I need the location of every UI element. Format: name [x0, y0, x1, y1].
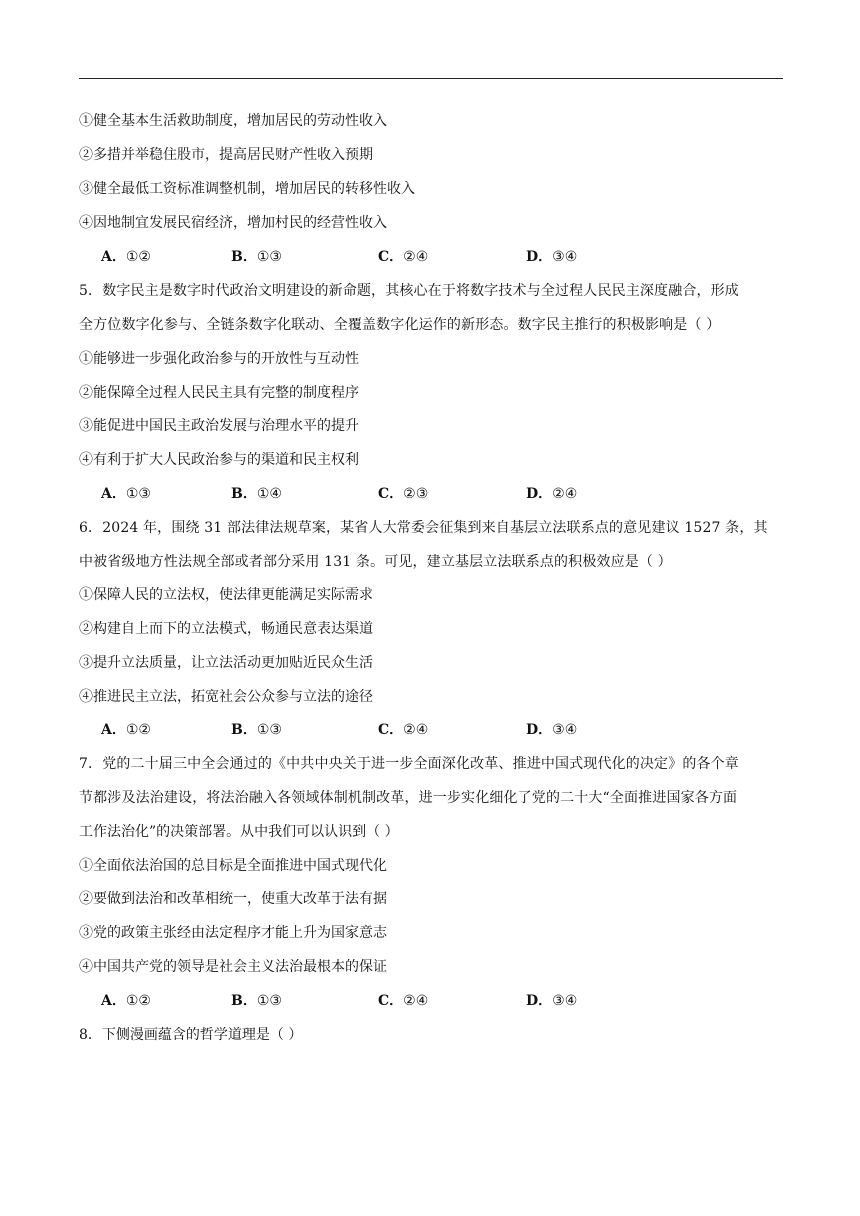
q5-item-4: ④有利于扩大人民政治参与的渠道和民主权利: [79, 452, 359, 468]
q5-option-c: C．②③: [378, 486, 429, 502]
q6-item-1: ①保障人民的立法权，使法律更能满足实际需求: [79, 587, 373, 603]
q7-item-1: ①全面依法治国的总目标是全面推进中国式现代化: [79, 858, 387, 874]
q8-stem: 8．下侧漫画蕴含的哲学道理是（ ）: [79, 1027, 303, 1043]
q6-option-b: B．①③: [231, 722, 282, 738]
q7-stem-line-1: 7．党的二十届三中全会通过的《中共中央关于进一步全面深化改革、推进中国式现代化的决定》的各个章: [79, 756, 739, 772]
q4-option-c: C．②④: [378, 249, 429, 265]
q5-option-b: B．①④: [231, 486, 282, 502]
q4-option-d: D．③④: [526, 249, 578, 265]
q5-item-2: ②能保障全过程人民民主具有完整的制度程序: [79, 385, 359, 401]
q7-item-3: ③党的政策主张经由法定程序才能上升为国家意志: [79, 925, 387, 941]
q6-option-c: C．②④: [378, 722, 429, 738]
q7-option-d: D．③④: [526, 993, 578, 1009]
q6-stem-line-1: 6．2024 年，围绕 31 部法律法规草案，某省人大常委会征集到来自基层立法联系点的意见建议 1527 条，其: [79, 520, 768, 536]
q6-option-d: D．③④: [526, 722, 578, 738]
q7-option-b: B．①③: [231, 993, 282, 1009]
q7-option-c: C．②④: [378, 993, 429, 1009]
q5-option-d: D．②④: [526, 486, 578, 502]
q7-item-2: ②要做到法治和改革相统一，使重大改革于法有据: [79, 891, 387, 907]
q4-item-4: ④因地制宜发展民宿经济，增加村民的经营性收入: [79, 215, 387, 231]
q7-stem-line-3: 工作法治化”的决策部署。从中我们可以认识到（ ）: [79, 824, 399, 840]
q4-item-3: ③健全最低工资标准调整机制，增加居民的转移性收入: [79, 181, 415, 197]
q5-stem-line-1: 5．数字民主是数字时代政治文明建设的新命题，其核心在于将数字技术与全过程人民民主深度融合，形成: [79, 283, 739, 299]
q5-option-a: A．①③: [101, 486, 151, 502]
q7-item-4: ④中国共产党的领导是社会主义法治最根本的保证: [79, 959, 387, 975]
q4-option-a: A．①②: [101, 249, 151, 265]
q4-item-2: ②多措并举稳住股市，提高居民财产性收入预期: [79, 147, 373, 163]
q6-stem-line-2: 中被省级地方性法规全部或者部分采用 131 条。可见，建立基层立法联系点的积极效应是（ ）: [79, 554, 672, 570]
q6-item-2: ②构建自上而下的立法模式，畅通民意表达渠道: [79, 621, 373, 637]
q5-stem-line-2: 全方位数字化参与、全链条数字化联动、全覆盖数字化运作的新形态。数字民主推行的积极影响是（ ）: [79, 317, 721, 333]
q6-option-a: A．①②: [101, 722, 151, 738]
header-rule: [79, 78, 783, 79]
q4-item-1: ①健全基本生活救助制度，增加居民的劳动性收入: [79, 113, 387, 129]
q5-item-1: ①能够进一步强化政治参与的开放性与互动性: [79, 351, 359, 367]
q4-option-b: B．①③: [231, 249, 282, 265]
q6-item-4: ④推进民主立法，拓宽社会公众参与立法的途径: [79, 689, 373, 705]
q7-option-a: A．①②: [101, 993, 151, 1009]
q5-item-3: ③能促进中国民主政治发展与治理水平的提升: [79, 418, 359, 434]
q6-item-3: ③提升立法质量，让立法活动更加贴近民众生活: [79, 655, 373, 671]
q7-stem-line-2: 节都涉及法治建设，将法治融入各领域体制机制改革，进一步实化细化了党的二十大“全面推进国家各方面: [79, 790, 738, 806]
